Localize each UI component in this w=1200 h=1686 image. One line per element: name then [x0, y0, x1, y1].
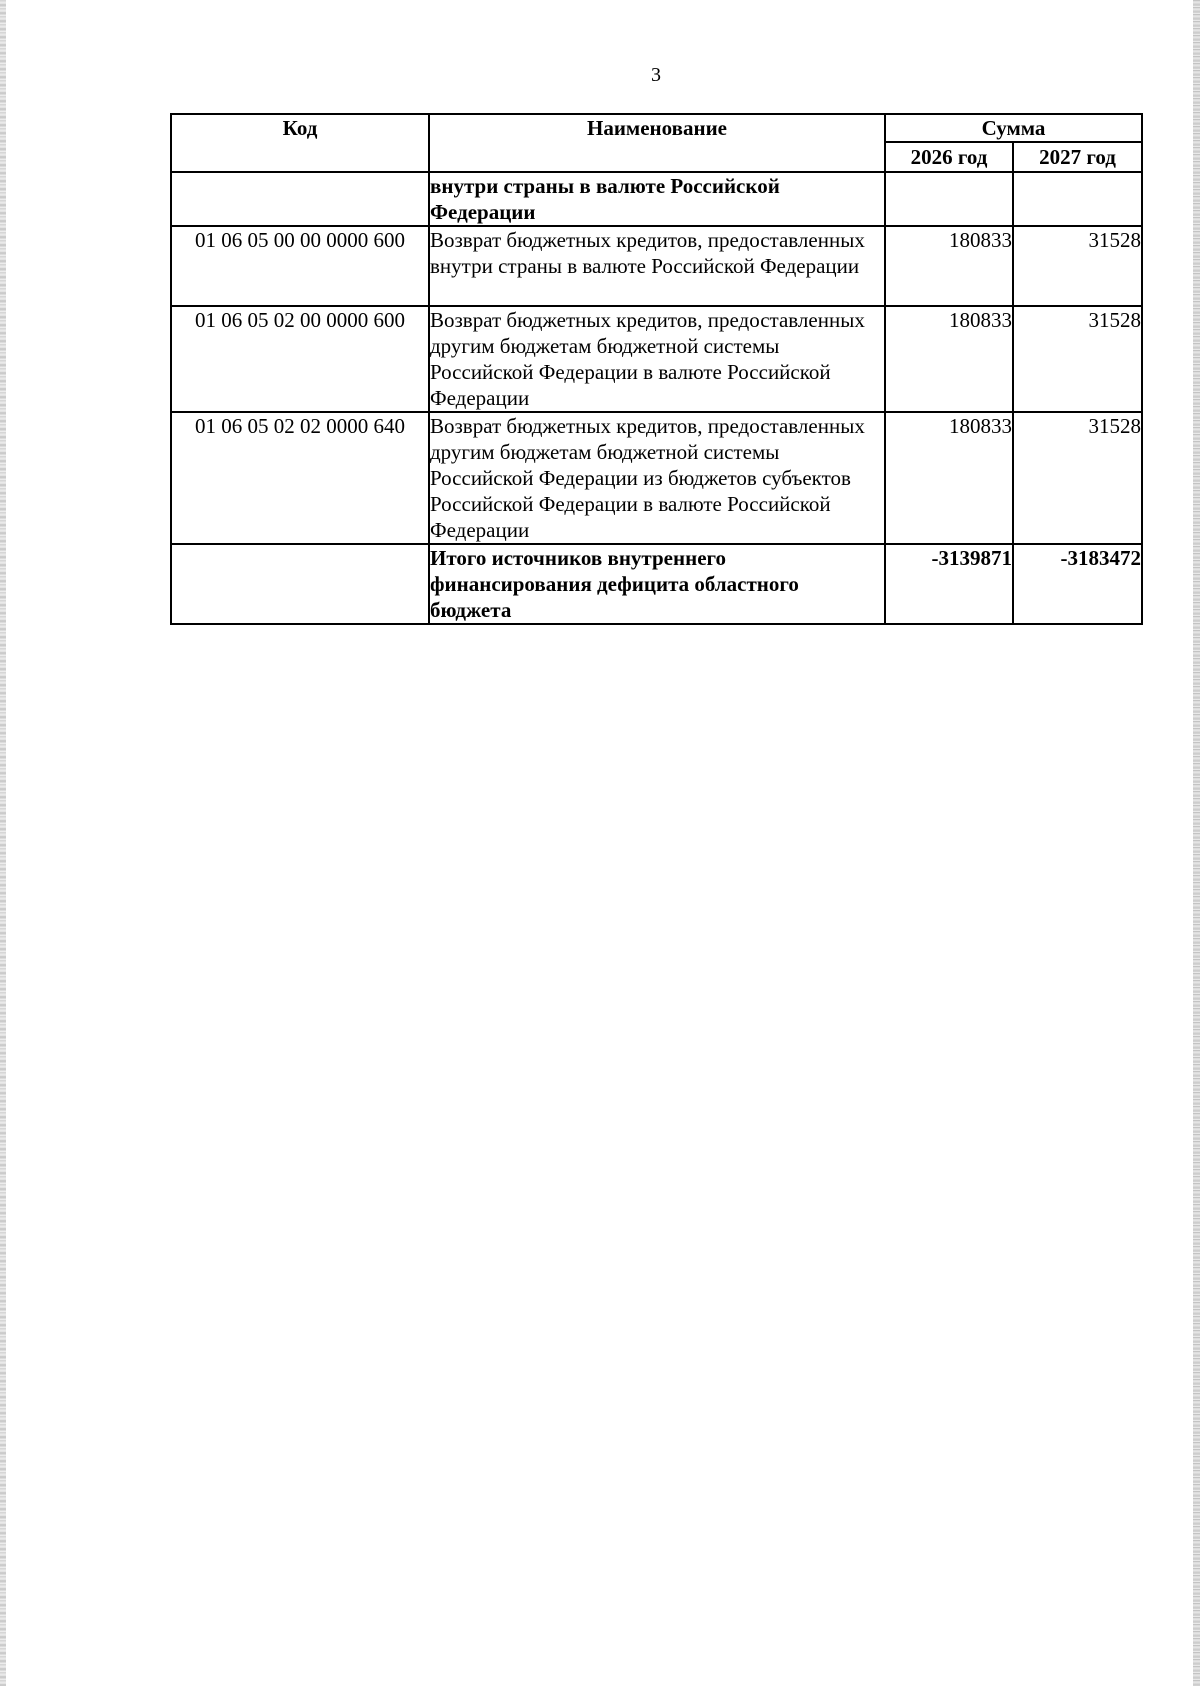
row-code: 01 06 05 00 00 0000 600 — [171, 226, 429, 306]
row-value-2026 — [885, 172, 1013, 226]
table-row — [171, 412, 1142, 544]
row-name: Возврат бюджетных кредитов, предоставленных другим бюджетам бюджетной системы Российской Федерации из бюджетов субъектов Российской Федерации в валюте Российской Федерации — [429, 412, 885, 544]
table-row — [171, 306, 1142, 412]
header-year-2027: 2027 год — [1013, 142, 1142, 172]
row-name: Возврат бюджетных кредитов, предоставленных внутри страны в валюте Российской Федерации — [429, 226, 885, 306]
row-value-2026: 180833 — [885, 412, 1013, 544]
row-name: Итого источников внутреннего финансирования дефицита областного бюджета — [429, 544, 885, 624]
row-value-2027: 31528 — [1013, 306, 1142, 412]
row-value-2027: 31528 — [1013, 226, 1142, 306]
row-code: 01 06 05 02 02 0000 640 — [171, 412, 429, 544]
row-value-2027: -3183472 — [1013, 544, 1142, 624]
row-value-2026: 180833 — [885, 306, 1013, 412]
row-code — [171, 544, 429, 624]
row-value-2027 — [1013, 172, 1142, 226]
header-sum: Сумма — [885, 114, 1142, 142]
table-header-row — [171, 114, 1142, 142]
header-name: Наименование — [429, 114, 885, 172]
table-row — [171, 172, 1142, 226]
table-row-total — [171, 544, 1142, 624]
scan-edge-left — [0, 0, 6, 1686]
page-number: 3 — [651, 64, 661, 86]
budget-sources-table — [170, 113, 1143, 625]
row-code — [171, 172, 429, 226]
row-value-2026: -3139871 — [885, 544, 1013, 624]
row-value-2027: 31528 — [1013, 412, 1142, 544]
row-name: Возврат бюджетных кредитов, предоставленных другим бюджетам бюджетной системы Российской Федерации в валюте Российской Федерации — [429, 306, 885, 412]
row-name: внутри страны в валюте Российской Федерации — [429, 172, 885, 226]
row-value-2026: 180833 — [885, 226, 1013, 306]
header-code: Код — [171, 114, 429, 172]
header-year-2026: 2026 год — [885, 142, 1013, 172]
table-row — [171, 226, 1142, 306]
row-code: 01 06 05 02 00 0000 600 — [171, 306, 429, 412]
scan-edge-right — [1193, 0, 1200, 1686]
